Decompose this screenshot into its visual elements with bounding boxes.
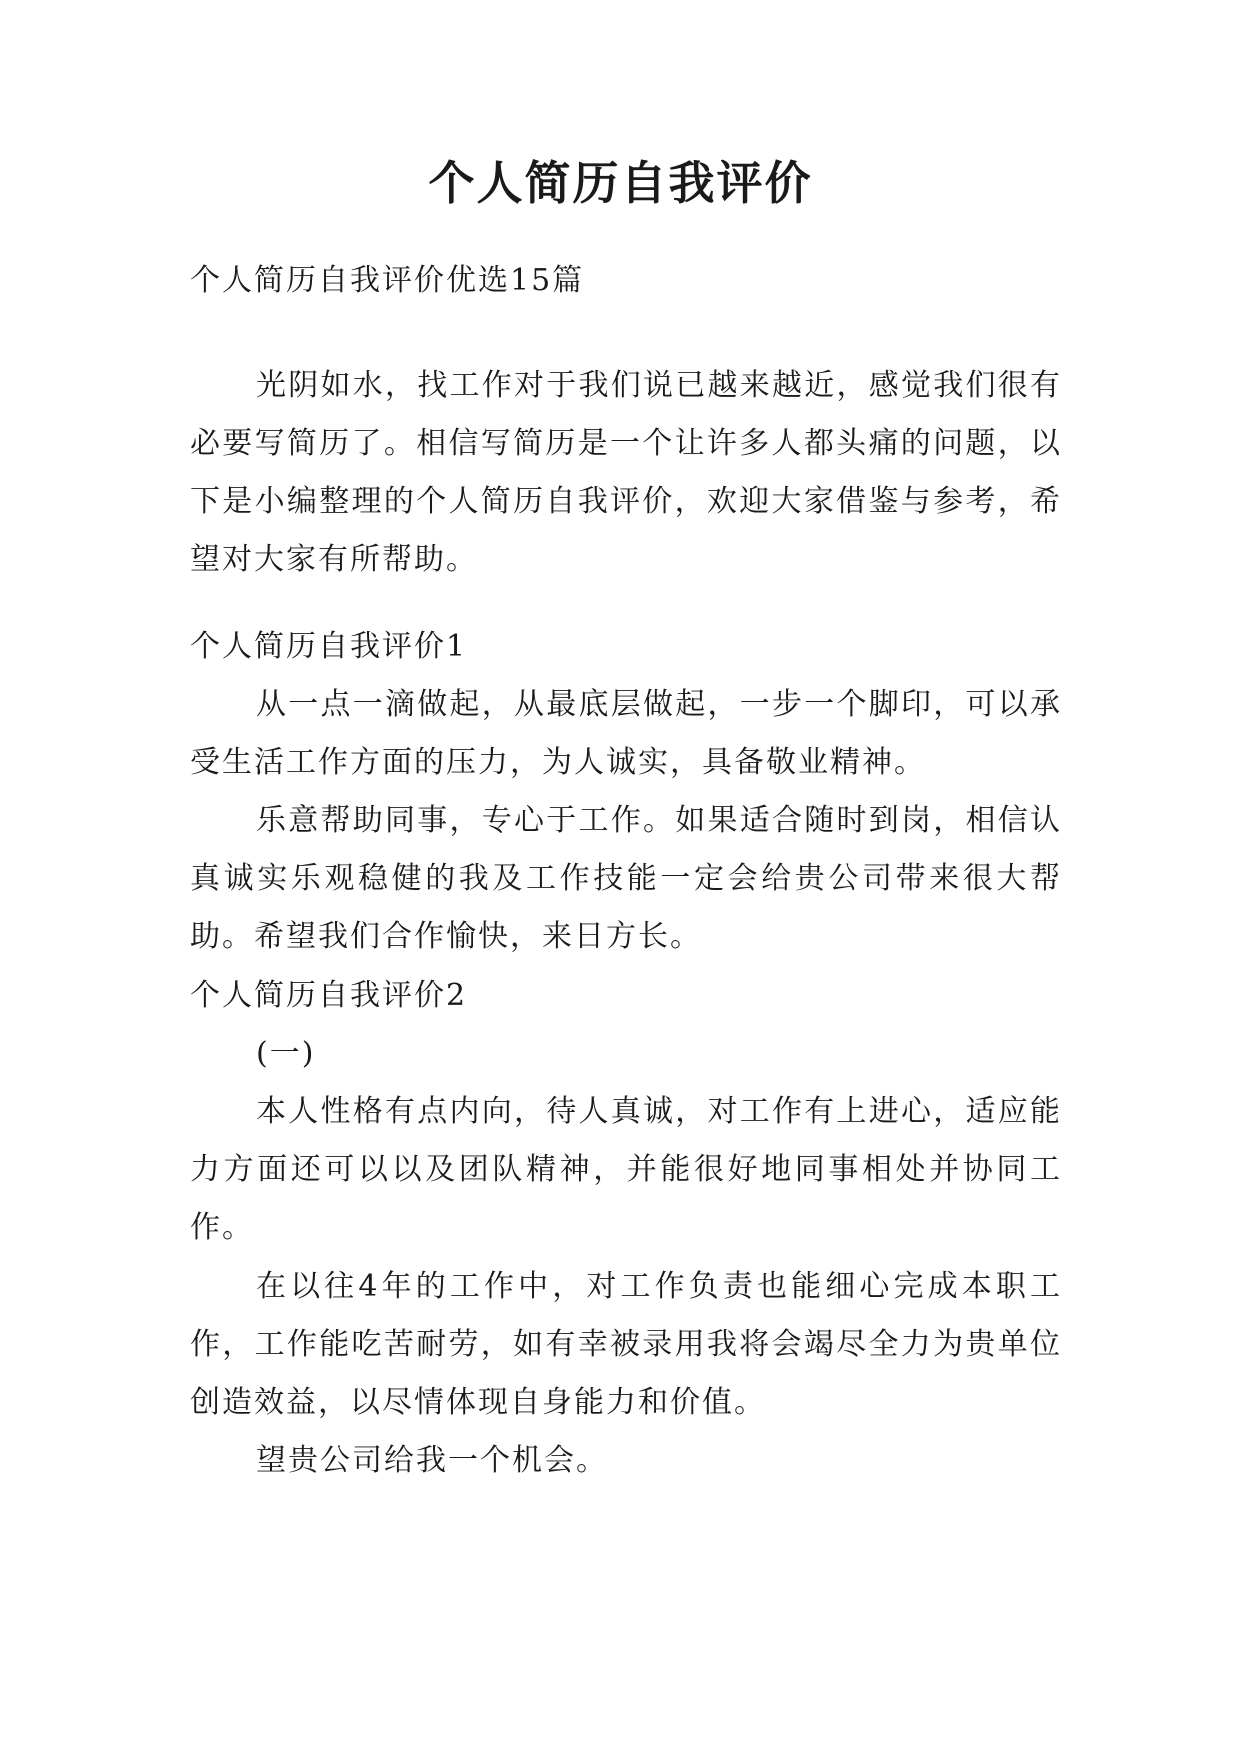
section-2-paragraph-2: 本人性格有点内向，待人真诚，对工作有上进心，适应能力方面还可以以及团队精神，并能很好地同事相处并协同工作。 xyxy=(190,1094,1062,1245)
section-2-paragraph-1: (一) xyxy=(256,1036,316,1071)
document-title: 个人简历自我评价 xyxy=(428,156,813,210)
section-2-paragraph-3: 在以往4年的工作中，对工作负责也能细心完成本职工作，工作能吃苦耐劳，如有幸被录用我将会竭尽全力为贵单位创造效益，以尽情体现自身能力和价值。 xyxy=(190,1269,1062,1420)
document-subtitle: 个人简历自我评价优选15篇 xyxy=(190,263,585,298)
section-1-heading: 个人简历自我评价1 xyxy=(190,629,468,664)
section-1-paragraph-1: 从一点一滴做起，从最底层做起，一步一个脚印，可以承受生活工作方面的压力，为人诚实，具备敬业精神。 xyxy=(190,687,1062,780)
section-1-paragraph-2: 乐意帮助同事，专心于工作。如果适合随时到岗，相信认真诚实乐观稳健的我及工作技能一定会给贵公司带来很大帮助。希望我们合作愉快，来日方长。 xyxy=(190,803,1062,954)
section-2-paragraph-4: 望贵公司给我一个机会。 xyxy=(256,1443,608,1478)
intro-paragraph: 光阴如水，找工作对于我们说已越来越近，感觉我们很有必要写简历了。相信写简历是一个让许多人都头痛的问题，以下是小编整理的个人简历自我评价，欢迎大家借鉴与参考，希望对大家有所帮助。 xyxy=(190,368,1062,577)
section-2-heading: 个人简历自我评价2 xyxy=(190,978,468,1013)
